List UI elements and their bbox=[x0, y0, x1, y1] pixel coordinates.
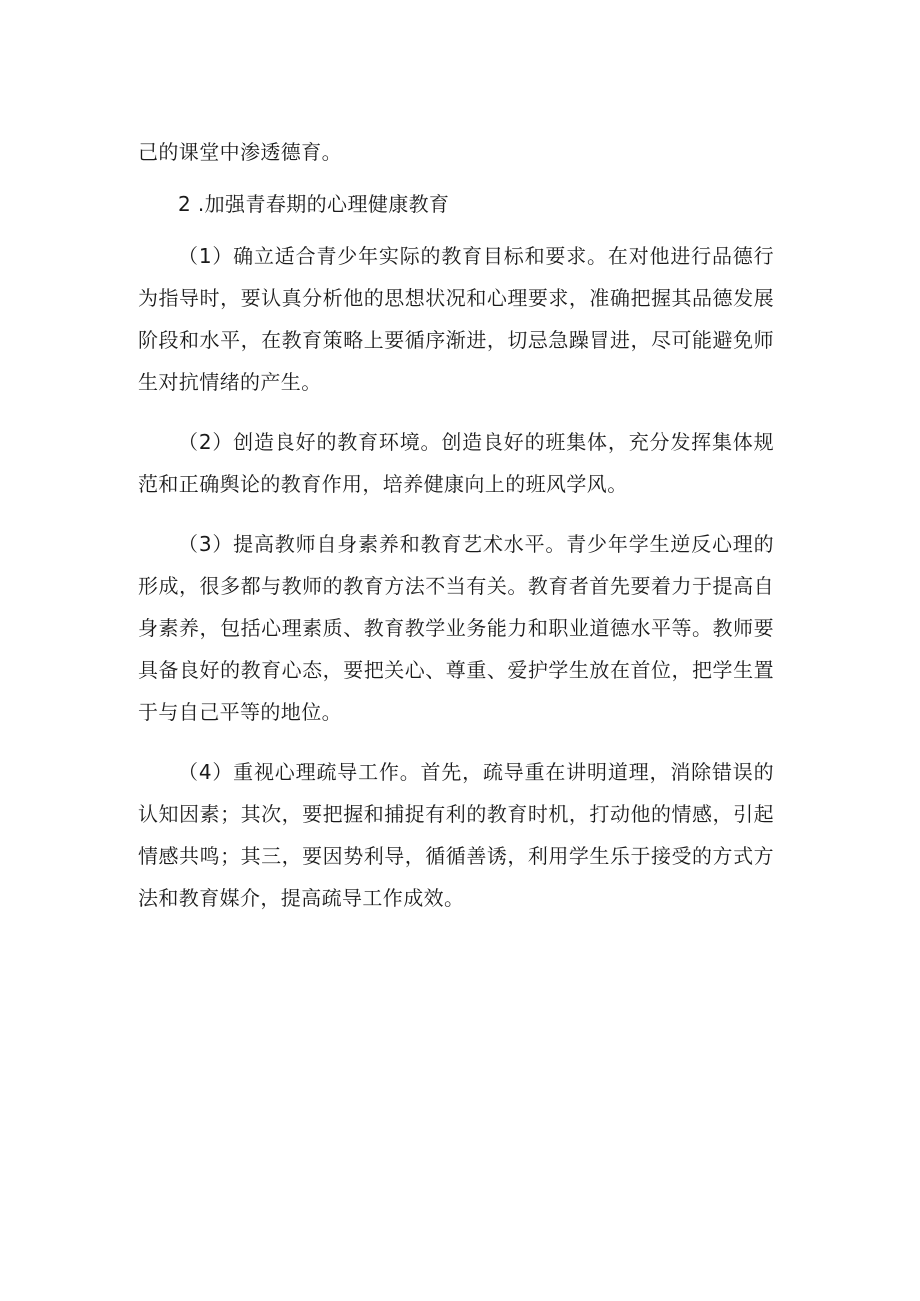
paragraph-item-2: （2）创造良好的教育环境。创造良好的班集体，充分发挥集体规范和正确舆论的教育作用，培养健康向上的班风学风。 bbox=[138, 430, 774, 496]
paragraph-item-3: （3）提高教师自身素养和教育艺术水平。青少年学生逆反心理的形成，很多都与教师的教育方法不当有关。教育者首先要着力于提高自身素养，包括心理素质、教育教学业务能力和职业道德水平等。教师要具备良好的教育心态，要把关心、尊重、爱护学生放在首位，把学生置于与自己平等的地位。 bbox=[138, 532, 774, 724]
document-body bbox=[138, 131, 774, 937]
paragraph-continuation: 己的课堂中渗透德育。 bbox=[138, 140, 342, 164]
section-heading: 2 .加强青春期的心理健康教育 bbox=[178, 192, 450, 216]
paragraph-item-4: （4）重视心理疏导工作。首先，疏导重在讲明道理，消除错误的认知因素；其次，要把握和捕捉有利的教育时机，打动他的情感，引起情感共鸣；其三，要因势利导，循循善诱，利用学生乐于接受的方式方法和教育媒介，提高疏导工作成效。 bbox=[138, 760, 774, 910]
paragraph-item-1: （1）确立适合青少年实际的教育目标和要求。在对他进行品德行为指导时，要认真分析他的思想状况和心理要求，准确把握其品德发展阶段和水平，在教育策略上要循序渐进，切忌急躁冒进，尽可能避免师生对抗情绪的产生。 bbox=[138, 244, 774, 394]
